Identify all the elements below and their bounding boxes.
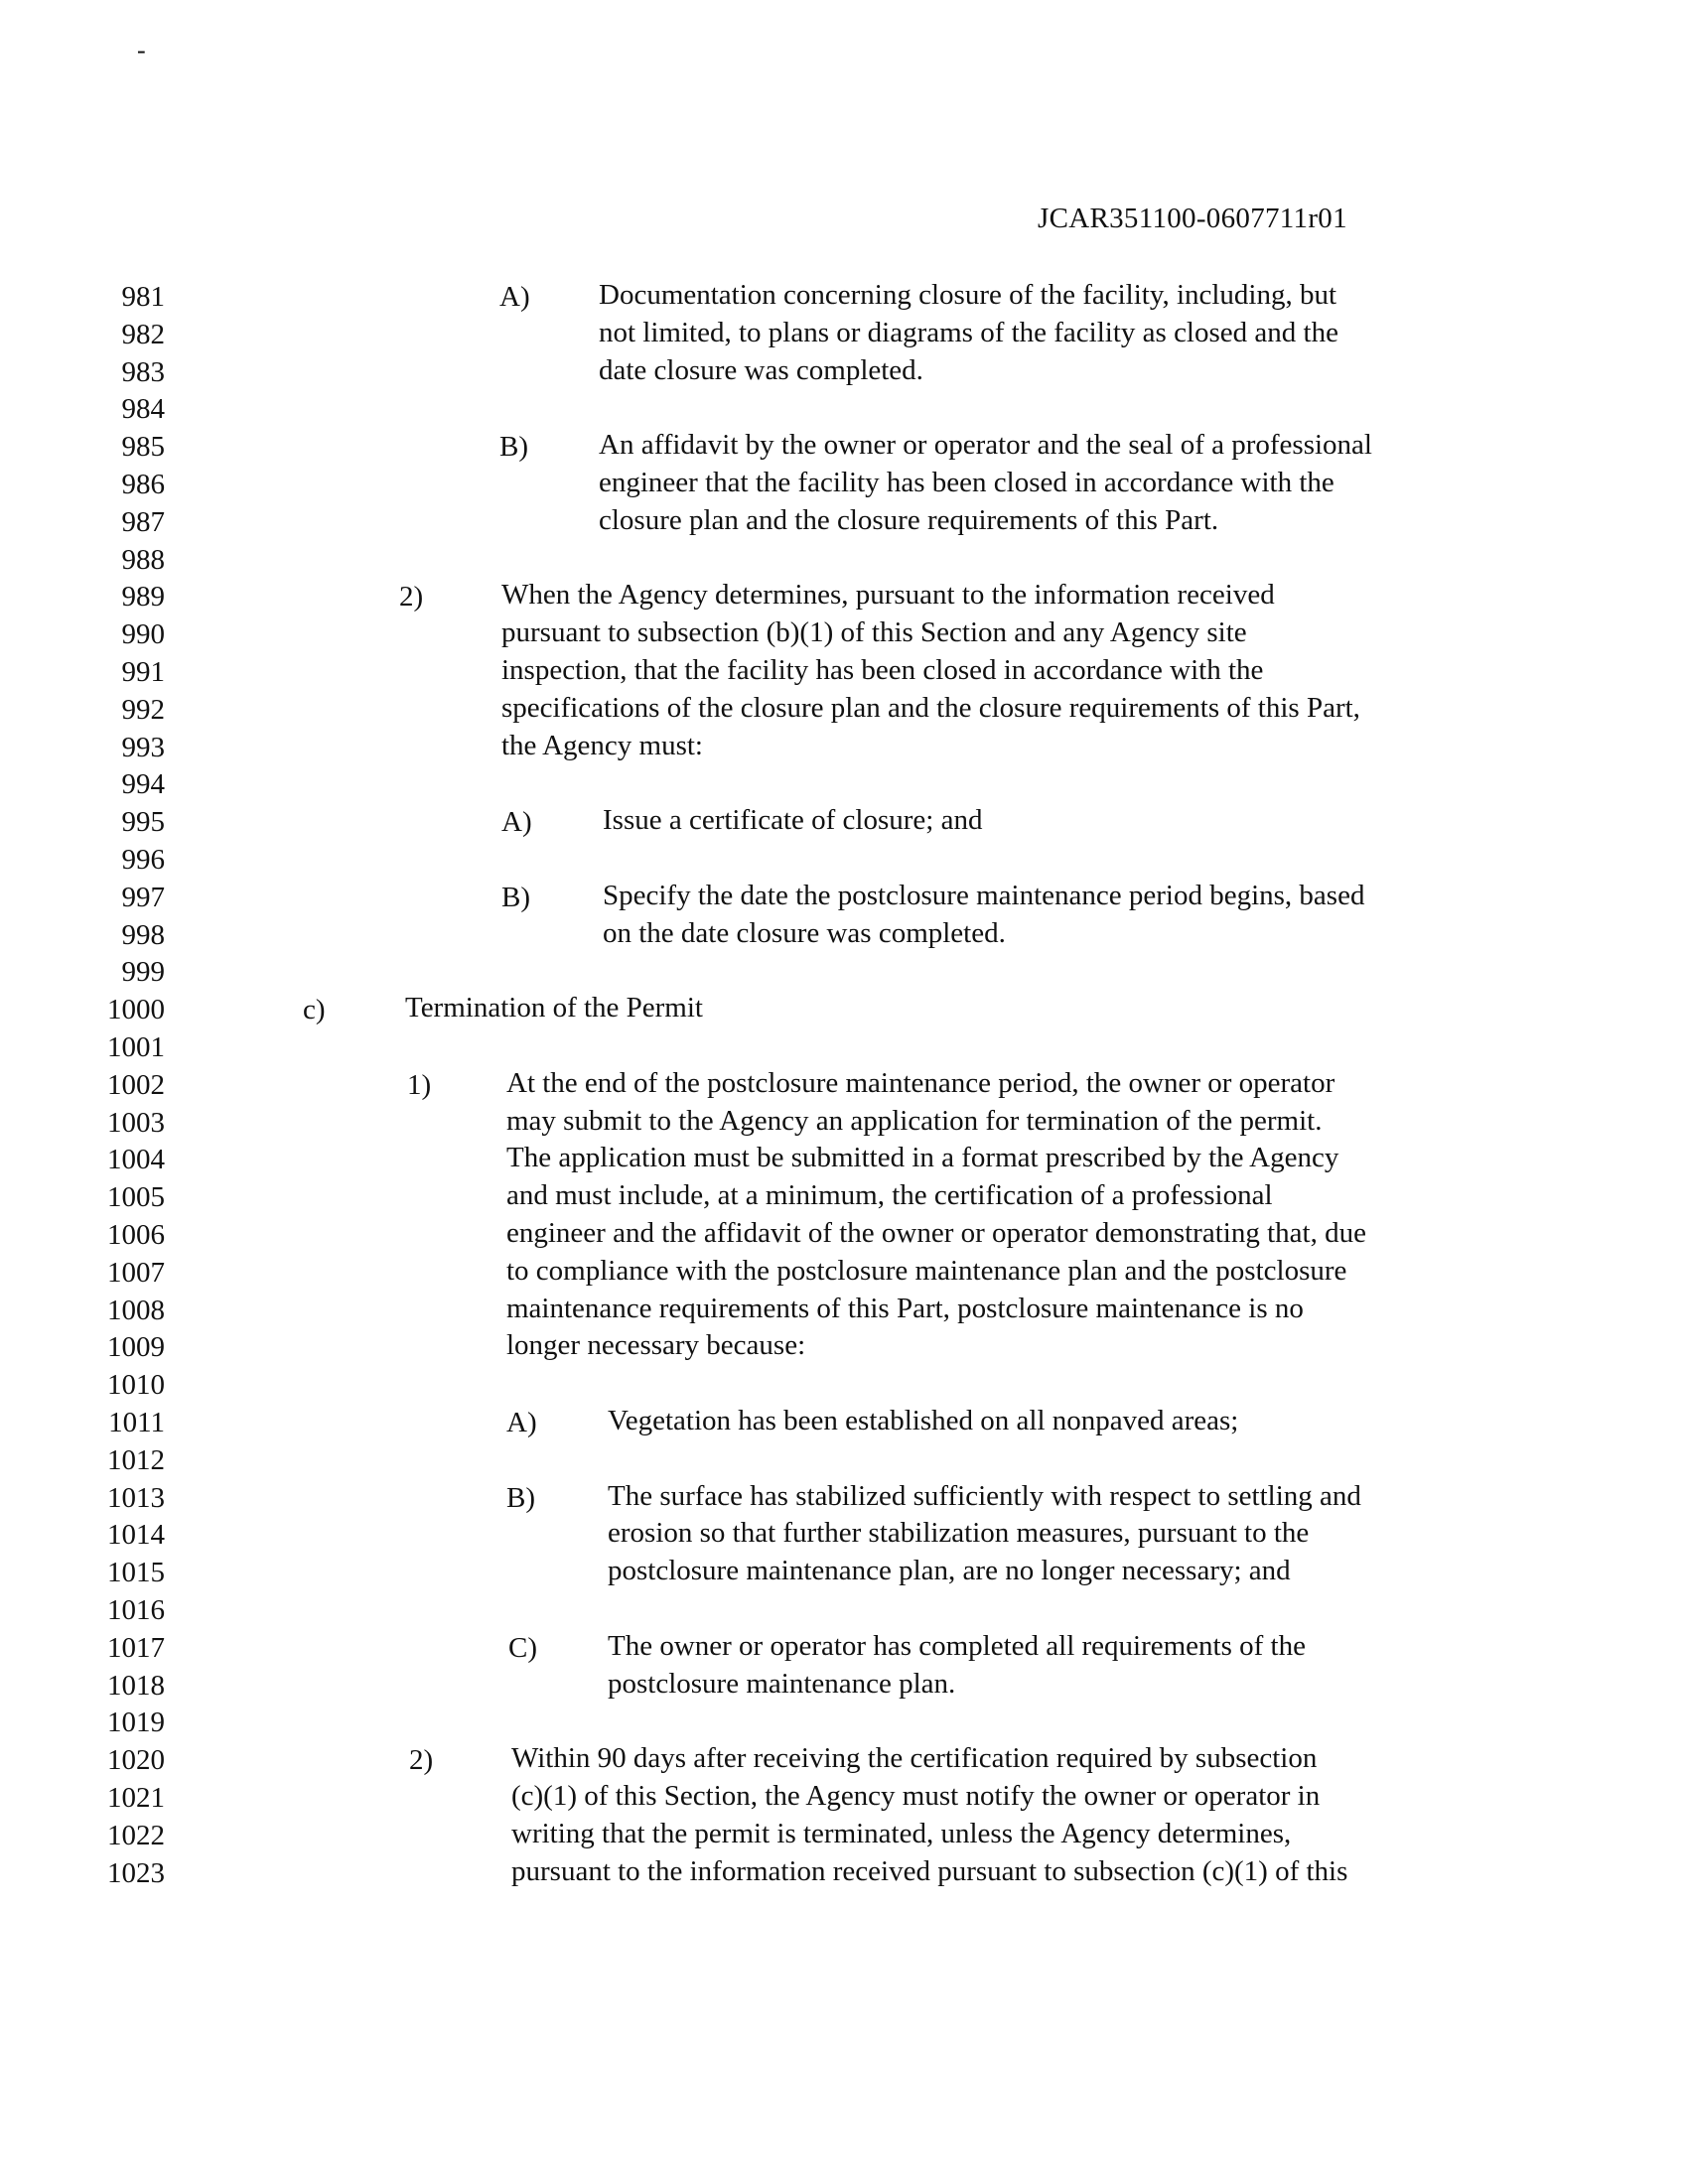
line-number: 993 xyxy=(121,731,165,763)
item-marker: A) xyxy=(501,806,532,839)
item-marker: A) xyxy=(499,281,530,313)
item-text-line: postclosure maintenance plan. xyxy=(608,1667,956,1700)
line-number: 1013 xyxy=(107,1481,165,1514)
line-number: 997 xyxy=(121,881,165,913)
document-id: JCAR351100-0607711r01 xyxy=(1038,203,1347,234)
item-text-line: Documentation concerning closure of the facility, including, but xyxy=(599,279,1337,311)
item-text-line: on the date closure was completed. xyxy=(603,916,1006,949)
item-marker: C) xyxy=(508,1631,537,1664)
item-text-line: The application must be submitted in a format prescribed by the Agency xyxy=(506,1142,1339,1174)
item-text-line: The owner or operator has completed all requirements of the xyxy=(608,1629,1306,1662)
line-number: 988 xyxy=(121,543,165,576)
item-text-line: At the end of the postclosure maintenance period, the owner or operator xyxy=(506,1066,1335,1099)
item-text-line: Vegetation has been established on all nonpaved areas; xyxy=(608,1405,1239,1436)
item-text-line: engineer and the affidavit of the owner or operator demonstrating that, due xyxy=(506,1217,1366,1249)
item-marker: B) xyxy=(506,1481,535,1514)
line-number: 987 xyxy=(121,505,165,538)
item-text-line: inspection, that the facility has been closed in accordance with the xyxy=(501,654,1264,686)
line-number: 1005 xyxy=(107,1181,165,1214)
item-text-line: pursuant to the information received pursuant to subsection (c)(1) of this xyxy=(511,1854,1348,1887)
line-number: 1021 xyxy=(107,1782,165,1814)
line-number: 1009 xyxy=(107,1331,165,1364)
item-marker: B) xyxy=(499,431,528,464)
line-number: 984 xyxy=(121,393,165,426)
line-number: 1020 xyxy=(107,1744,165,1777)
item-marker: c) xyxy=(303,994,326,1026)
item-text-line: pursuant to subsection (b)(1) of this Section and any Agency site xyxy=(501,616,1247,649)
line-number: 981 xyxy=(121,281,165,313)
line-number: 1010 xyxy=(107,1369,165,1402)
line-number: 998 xyxy=(121,918,165,951)
item-text-line: When the Agency determines, pursuant to the information received xyxy=(501,579,1275,612)
line-number: 1018 xyxy=(107,1669,165,1702)
item-text-line: engineer that the facility has been closed in accordance with the xyxy=(599,467,1334,498)
item-text-line: erosion so that further stabilization measures, pursuant to the xyxy=(608,1517,1310,1550)
line-number: 1016 xyxy=(107,1594,165,1626)
item-text-line: (c)(1) of this Section, the Agency must notify the owner or operator in xyxy=(511,1780,1321,1812)
item-text-line: Issue a certificate of closure; and xyxy=(603,804,983,837)
item-text-line: Termination of the Permit xyxy=(405,992,703,1024)
item-text-line: and must include, at a minimum, the certification of a professional xyxy=(506,1179,1273,1212)
item-marker: 2) xyxy=(399,581,424,614)
item-text-line: date closure was completed. xyxy=(599,353,923,386)
line-number: 982 xyxy=(121,318,165,350)
item-text-line: An affidavit by the owner or operator and the seal of a professional xyxy=(599,429,1372,462)
line-number: 1014 xyxy=(107,1519,165,1552)
line-number: 1002 xyxy=(107,1068,165,1101)
top-mark: - xyxy=(137,36,146,65)
item-text-line: maintenance requirements of this Part, postclosure maintenance is no xyxy=(506,1292,1304,1324)
line-number: 1007 xyxy=(107,1256,165,1289)
item-text-line: to compliance with the postclosure maintenance plan and the postclosure xyxy=(506,1254,1347,1287)
line-number: 1023 xyxy=(107,1856,165,1889)
item-text-line: postclosure maintenance plan, are no longer necessary; and xyxy=(608,1555,1291,1587)
line-number: 986 xyxy=(121,469,165,500)
line-number: 1001 xyxy=(107,1031,165,1063)
line-number: 1006 xyxy=(107,1219,165,1251)
line-number: 1012 xyxy=(107,1443,165,1476)
line-number: 1000 xyxy=(107,994,165,1026)
item-marker: 1) xyxy=(407,1068,432,1101)
item-text-line: the Agency must: xyxy=(501,729,703,761)
item-marker: A) xyxy=(506,1407,537,1438)
line-number: 1008 xyxy=(107,1294,165,1326)
item-marker: 2) xyxy=(409,1744,434,1777)
item-text-line: longer necessary because: xyxy=(506,1329,806,1362)
item-text-line: Within 90 days after receiving the certification required by subsection xyxy=(511,1742,1318,1775)
item-text-line: specifications of the closure plan and the closure requirements of this Part, xyxy=(501,691,1360,724)
line-number: 1017 xyxy=(107,1631,165,1664)
item-text-line: The surface has stabilized sufficiently with respect to settling and xyxy=(608,1479,1361,1512)
item-text-line: writing that the permit is terminated, unless the Agency determines, xyxy=(511,1817,1292,1849)
line-number: 990 xyxy=(121,618,165,651)
line-number: 985 xyxy=(121,431,165,464)
line-number: 1022 xyxy=(107,1819,165,1851)
line-number: 1015 xyxy=(107,1557,165,1589)
item-text-line: not limited, to plans or diagrams of the facility as closed and the xyxy=(599,316,1338,348)
item-marker: B) xyxy=(501,881,530,913)
line-number: 999 xyxy=(121,956,165,989)
line-number: 995 xyxy=(121,806,165,839)
line-number: 991 xyxy=(121,656,165,688)
line-number: 1003 xyxy=(107,1106,165,1139)
line-number: 996 xyxy=(121,844,165,876)
line-number: 983 xyxy=(121,355,165,388)
line-number: 1011 xyxy=(108,1407,165,1438)
line-number: 994 xyxy=(121,768,165,801)
line-number: 1019 xyxy=(107,1706,165,1739)
item-text-line: may submit to the Agency an application for termination of the permit. xyxy=(506,1104,1323,1137)
item-text-line: Specify the date the postclosure maintenance period begins, based xyxy=(603,879,1365,911)
line-number: 1004 xyxy=(107,1144,165,1176)
line-number: 989 xyxy=(121,581,165,614)
item-text-line: closure plan and the closure requirements of this Part. xyxy=(599,503,1219,536)
line-number: 992 xyxy=(121,693,165,726)
